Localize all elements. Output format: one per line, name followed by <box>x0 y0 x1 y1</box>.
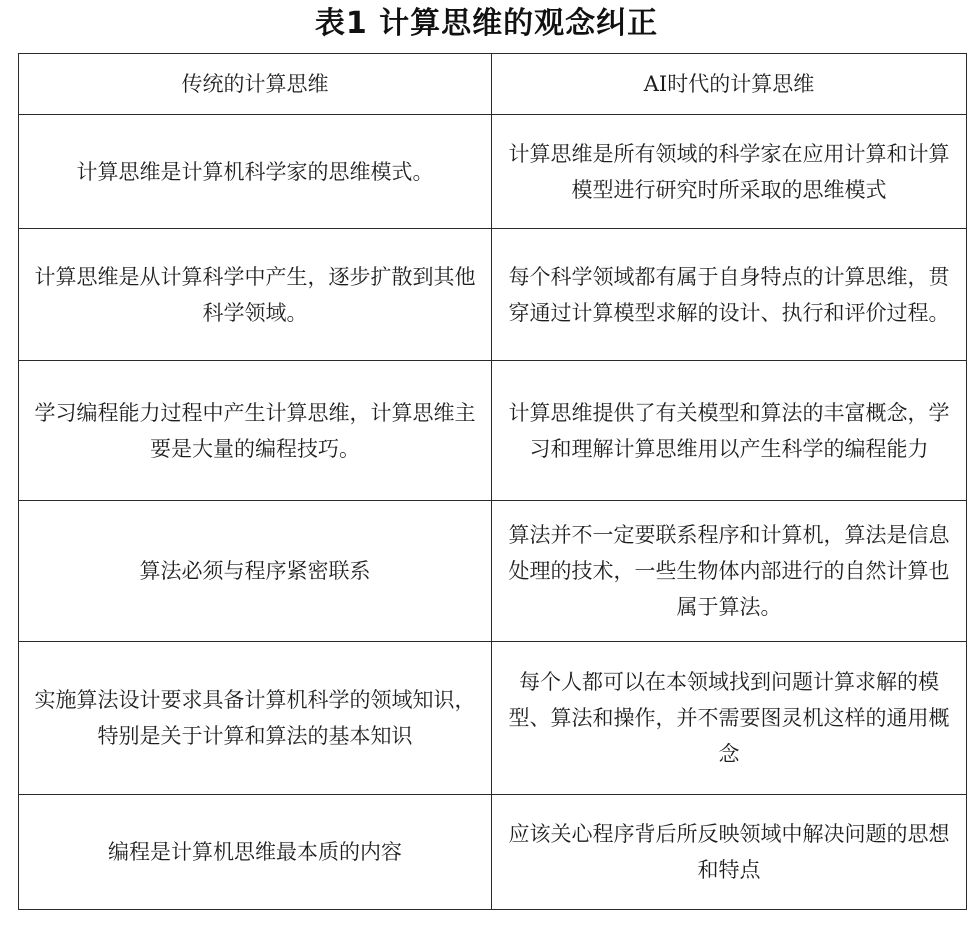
cell-traditional: 学习编程能力过程中产生计算思维，计算思维主要是大量的编程技巧。 <box>19 361 492 501</box>
cell-ai-era: 计算思维提供了有关模型和算法的丰富概念，学习和理解计算思维用以产生科学的编程能力 <box>492 361 967 501</box>
comparison-table <box>18 53 967 910</box>
cell-ai-era: 每个科学领域都有属于自身特点的计算思维，贯穿通过计算模型求解的设计、执行和评价过程。 <box>492 229 967 361</box>
table-row <box>19 795 967 910</box>
table-header-row <box>19 54 967 115</box>
table-row <box>19 642 967 795</box>
table-row <box>19 501 967 642</box>
table-row <box>19 361 967 501</box>
cell-traditional: 编程是计算机思维最本质的内容 <box>19 795 492 910</box>
cell-ai-era: 计算思维是所有领域的科学家在应用计算和计算模型进行研究时所采取的思维模式 <box>492 115 967 229</box>
cell-ai-era: 应该关心程序背后所反映领域中解决问题的思想和特点 <box>492 795 967 910</box>
cell-traditional: 实施算法设计要求具备计算机科学的领域知识，特别是关于计算和算法的基本知识 <box>19 642 492 795</box>
table-row <box>19 229 967 361</box>
table-row <box>19 115 967 229</box>
cell-traditional: 计算思维是计算机科学家的思维模式。 <box>19 115 492 229</box>
cell-traditional: 算法必须与程序紧密联系 <box>19 501 492 642</box>
column-header-ai-era: AI时代的计算思维 <box>492 54 967 115</box>
cell-traditional: 计算思维是从计算科学中产生，逐步扩散到其他科学领域。 <box>19 229 492 361</box>
cell-ai-era: 每个人都可以在本领域找到问题计算求解的模型、算法和操作，并不需要图灵机这样的通用概念 <box>492 642 967 795</box>
cell-ai-era: 算法并不一定要联系程序和计算机，算法是信息处理的技术，一些生物体内部进行的自然计算也属于算法。 <box>492 501 967 642</box>
column-header-traditional: 传统的计算思维 <box>19 54 492 115</box>
table-title: 表1 计算思维的观念纠正 <box>314 6 659 41</box>
